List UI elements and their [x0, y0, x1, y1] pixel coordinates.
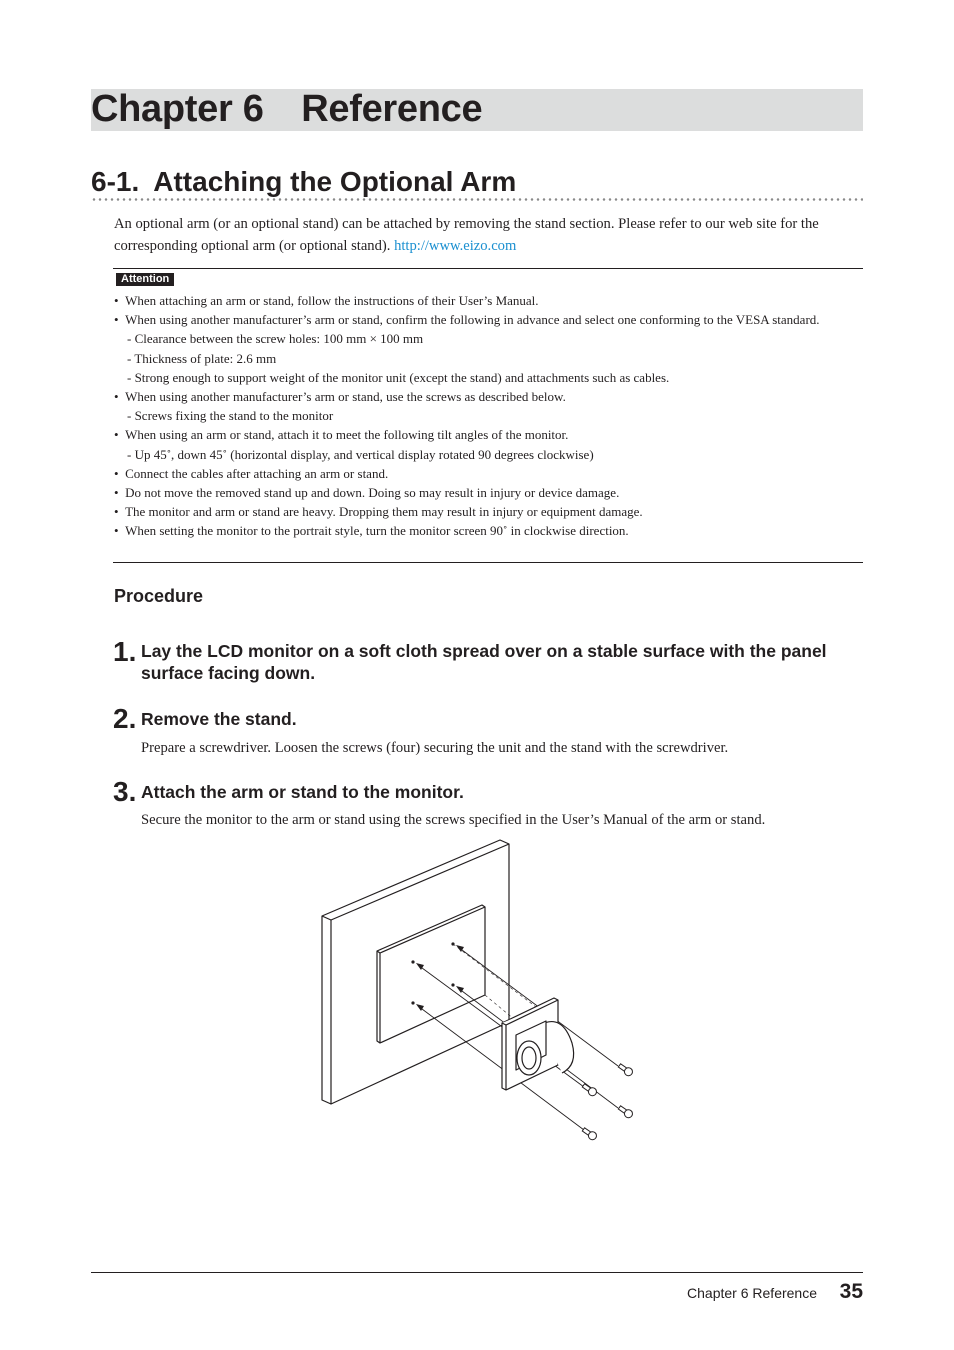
step-title: Attach the arm or stand to the monitor. [141, 782, 464, 802]
chapter-title: Chapter 6 Reference [91, 88, 483, 130]
step-number: 3. [113, 776, 137, 807]
procedure-heading: Procedure [114, 586, 204, 606]
intro-text: An optional arm (or an optional stand) can be attached by removing the stand section. Please refer to our web site for the corresponding optional arm (or optional stand). [114, 216, 819, 254]
step-body: Prepare a screwdriver. Loosen the screws (four) securing the unit and the stand with the screwdriver. [141, 740, 729, 756]
attention-item: • When using another manufacturer’s arm or stand, confirm the following in advance and select one conforming to the VESA standard. [114, 312, 820, 328]
attention-subitem: - Clearance between the screw holes: 100 mm × 100 mm [127, 331, 424, 347]
page-number: 35 [839, 1280, 863, 1303]
attention-subitem: - Up 45˚, down 45˚ (horizontal display, and vertical display rotated 90 degrees clockwise) [127, 446, 594, 462]
intro-paragraph [114, 213, 863, 257]
attention-badge: Attention [116, 273, 174, 286]
arm-attachment-illustration [315, 835, 645, 1145]
attention-item: • Connect the cables after attaching an arm or stand. [114, 465, 389, 481]
attention-bottom-rule [113, 562, 863, 563]
attention-top-rule [113, 268, 863, 269]
attention-item: • When using an arm or stand, attach it to meet the following tilt angles of the monitor. [114, 427, 569, 443]
step-title: Remove the stand. [141, 709, 297, 729]
step-number: 1. [113, 636, 137, 667]
footer-chapter-label: Chapter 6 Reference [687, 1285, 817, 1301]
attention-item: • When attaching an arm or stand, follow the instructions of their User’s Manual. [114, 293, 539, 308]
step-body: Secure the monitor to the arm or stand using the screws specified in the User’s Manual of the arm or stand. [141, 812, 766, 828]
attention-subitem: - Strong enough to support weight of the monitor unit (except the stand) and attachments such as cables. [127, 369, 670, 385]
eizo-web-link[interactable]: http://www.eizo.com [394, 238, 517, 254]
attention-item: • Do not move the removed stand up and down. Doing so may result in injury or device damage. [114, 485, 620, 501]
footer-rule [91, 1272, 863, 1273]
attention-item: • The monitor and arm or stand are heavy. Dropping them may result in injury or equipment damage. [114, 504, 643, 520]
attention-subitem: - Screws fixing the stand to the monitor [127, 408, 334, 424]
attention-list [114, 291, 860, 541]
section-title: 6-1. Attaching the Optional Arm [91, 166, 517, 197]
step-title: Lay the LCD monitor on a soft cloth spread over on a stable surface with the panel surface facing down. [141, 641, 827, 683]
step-number: 2. [113, 703, 137, 734]
attention-item: • When setting the monitor to the portrait style, turn the monitor screen 90˚ in clockwise direction. [114, 523, 629, 539]
section-dotted-rule [91, 197, 863, 202]
attention-subitem: - Thickness of plate: 2.6 mm [127, 350, 277, 366]
attention-item: • When using another manufacturer’s arm or stand, use the screws as described below. [114, 389, 566, 405]
